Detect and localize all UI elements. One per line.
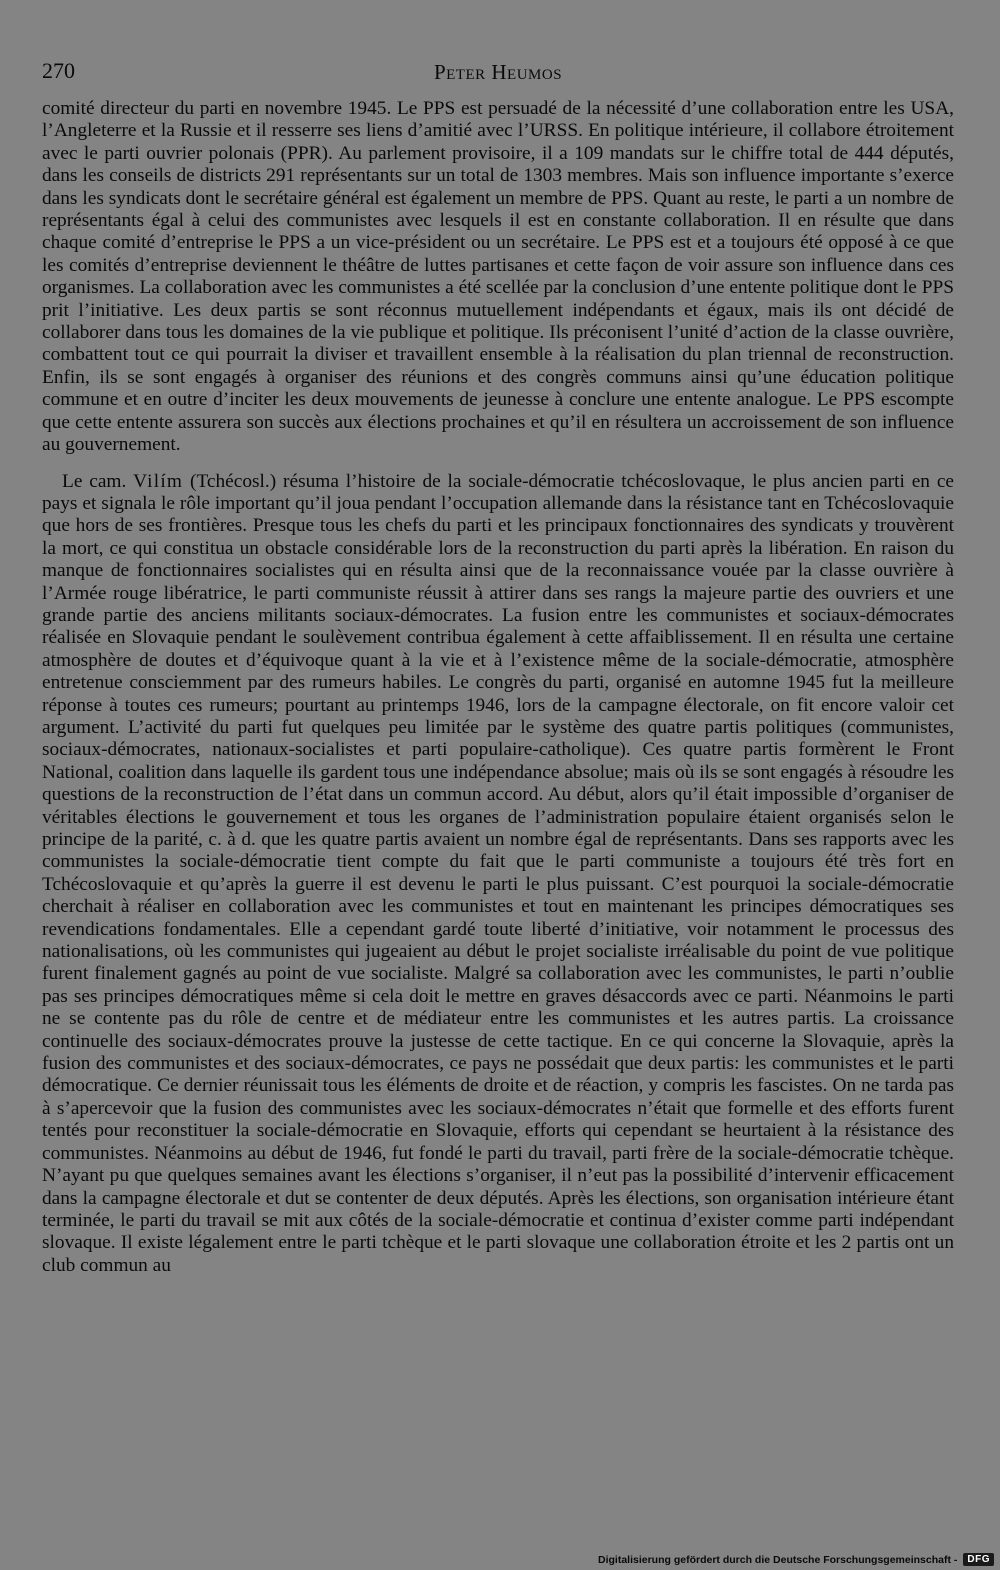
speaker-name: Vilím [133, 470, 184, 492]
digitization-footer [598, 1553, 994, 1566]
footer-credit: Digitalisierung gefördert durch die Deutsche Forschungsgemeinschaft - [598, 1553, 958, 1566]
paragraph-2-body: (Tchécosl.) résuma l’histoire de la sociale-démocratie tchécoslovaque, le plus ancien parti en ce pays et signala le rôle important qu’il joua pendant l’occupation allemande dans la résistance tant en Tchécoslovaquie que hors de ses frontières. Presque tous les chefs du parti et les principaux fonctionnaires des syndicats y trouvèrent la mort, ce qui constitua un obstacle considérable lors de la reconstruction du parti après la libération. En raison du manque de fonctionnaires socialistes qui en résulta ainsi que de la reconnaissance vouée par la classe ouvrière à l’Armée rouge libératrice, le parti communiste réussit à attirer dans ses rangs la majeure partie des ouvriers et une grande partie des anciens militants sociaux-démocrates. La fusion entre les communistes et sociaux-démocrates réalisée en Slovaquie pendant le soulèvement contribua également à cette affaiblissement. Il en résulta une certaine atmosphère de doutes et d’équivoque quant à la vie et à l’existence même de la sociale-démocratie, atmosphère entretenue consciemment par des rumeurs habiles. Le congrès du parti, organisé en automne 1945 fut la meilleure réponse à toutes ces rumeurs; pourtant au printemps 1946, lors de la campagne électorale, on fit encore valoir cet argument. L’activité du parti fut quelques peu limitée par le système des quatre partis politiques (communistes, sociaux-démocrates, nationaux-socialistes et parti populaire-catholique). Ces quatre partis formèrent le Front National, coalition dans laquelle ils gardent tous une indépendance absolue; mais où ils se sont engagés à résoudre les questions de la reconstruction de l’état dans un commun accord. Au début, alors qu’il était impossible d’organiser de véritables élections le gouvernement et tous les organes de l’administration populaire étaient organisés selon le principe de la parité, c. à d. que les quatre partis avaient un nombre égal de représentants. Dans ses rapports avec les communistes la sociale-démocratie tient compte du fait que le parti communiste a toujours été très fort en Tchécoslovaquie et qu’après la guerre il est devenu le parti le plus puissant. C’est pourquoi la sociale-démocratie cherchait à réaliser en collaboration avec les communistes et tout en maintenant les principes démocratiques ses revendications fondamentales. Elle a cependant gardé toute liberté d’initiative, voir notamment le processus des nationalisations, où les communistes qui jugeaient au début le projet socialiste irréalisable du point de vue politique furent finalement gagnés au point de vue socialiste. Malgré sa collaboration avec les communistes, le parti n’oublie pas ses principes démocratiques même si cela doit le mettre en graves désaccords avec ce parti. Néanmoins le parti ne se contente pas du rôle de centre et de médiateur entre les communistes et les autres partis. La croissance continuelle des sociaux-démocrates prouve la justesse de cette tactique. En ce qui concerne la Slovaquie, après la fusion des communistes et des sociaux-démocrates, ce pays ne possédait que deux partis: les communistes et le parti démocratique. Ce dernier réunissait tous les éléments de droite et de réaction, y compris les fascistes. On ne tarda pas à s’apercevoir que la fusion des communistes avec les sociaux-démocrates n’était que formelle et des efforts furent tentés pour reconstituer la sociale-démocratie en Slovaquie, efforts qui cependant se heurtaient à la résistance des communistes. Néanmoins au début de 1946, fut fondé le parti du travail, parti frère de la sociale-démocratie tchèque. N’ayant pu que quelques semaines avant les élections s’organiser, il n’eut pas la possibilité d’intervenir efficacement dans la campagne électorale et dut se contenter de deux députés. Après les élections, son organisation intérieure étant terminée, le parti du travail se mit aux côtés de la sociale-démocratie et continua d’exister comme parti indépendant slovaque. Il existe légalement entre le parti tchèque et le parti slovaque une collaboration étroite et les 2 partis ont un club commun au [42, 470, 954, 1276]
paragraph-2-lead: Le cam. [62, 470, 127, 492]
page-header [42, 58, 954, 98]
dfg-logo-icon: DFG [963, 1553, 994, 1566]
paragraph-2 [42, 471, 954, 1278]
page-number: 270 [42, 58, 75, 83]
running-head: Peter Heumos [433, 60, 563, 84]
document-page [42, 58, 954, 1277]
paragraph-1: comité directeur du parti en novembre 1945. Le PPS est persuadé de la nécessité d’une collaboration entre les USA, l’Angleterre et la Russie et il resserre ses liens d’amitié avec l’URSS. En politique intérieure, il collabore étroitement avec le parti ouvrier polonais (PPR). Au parlement provisoire, il a 109 mandats sur le chiffre total de 444 députés, dans les conseils de districts 291 représentants sur un total de 1303 membres. Mais son influence importante s’exerce dans les syndicats dont le secrétaire général est également un membre de PPS. Quant au reste, le parti a un nombre de représentants égal à celui des communistes avec lesquels il est en constante collaboration. Il en résulte que dans chaque comité d’entreprise le PPS a un vice-président ou un secrétaire. Le PPS est et a toujours été opposé à ce que les comités d’entreprise deviennent le théâtre de luttes partisanes et cette façon de voir assure son influence dans ces organismes. La collaboration avec les communistes a été scellée par la conclusion d’une entente politique dont le PPS prit l’initiative. Les deux partis se sont réconnus mutuellement indépendants et égaux, mais ils ont décidé de collaborer dans tous les domaines de la vie publique et politique. Ils préconisent l’unité d’action de la classe ouvrière, combattent tout ce qui pourrait la diviser et travaillent ensemble à la réalisation du plan triennal de reconstruction. Enfin, ils se sont engagés à organiser des réunions et des congrès communs ainsi qu’une éducation politique commune et en outre d’inciter les deux mouvements de jeunesse à conclure une entente analogue. Le PPS escompte que cette entente assurera son succès aux élections prochaines et qu’il en résultera un accroissement de son influence au gouvernement. [42, 98, 954, 456]
